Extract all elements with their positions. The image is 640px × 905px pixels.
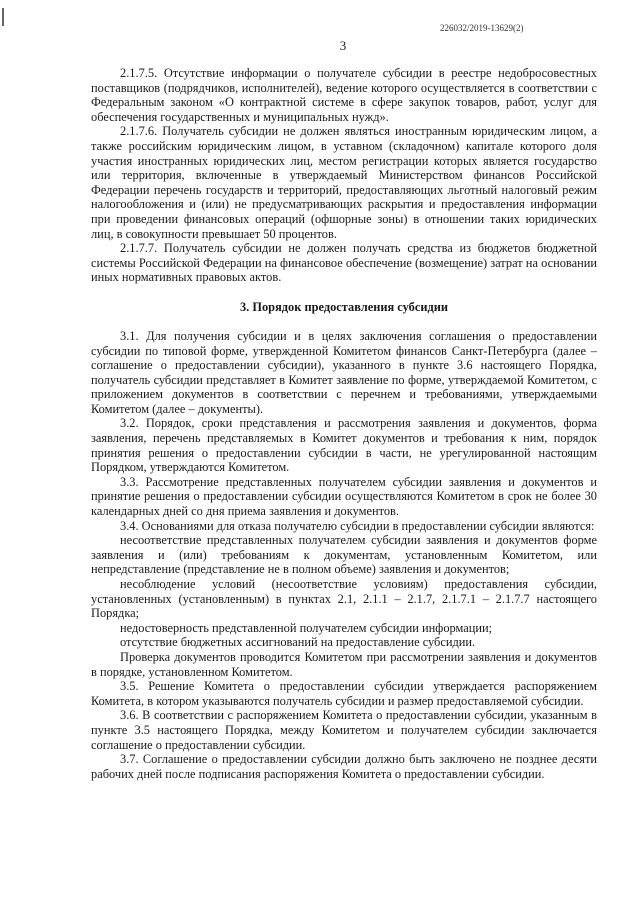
scan-edge-mark [2,8,4,26]
paragraph-3-2: 3.2. Порядок, сроки представления и рассмотрения заявления и документов, форма заявления, перечень представляемых в Комитет документов и требования к ним, порядок принятия решения о предоставлении субсидии в части, не урегулированной настоящим Порядком, утверждаются Комитетом. [91,416,597,475]
refusal-reason-item: несоблюдение условий (несоответствие условиям) предоставления субсидии, установленных (установленным) в пунктах 2.1, 2.1.1 – 2.1.7, 2.1.7.1 – 2.1.7.7 настоящего Порядка; [91,577,597,621]
document-body [91,66,597,781]
document-number: 226032/2019-13629(2) [440,23,524,33]
paragraph-3-5: 3.5. Решение Комитета о предоставлении субсидии утверждается распоряжением Комитета, в котором указываются получатель субсидии и размер предоставляемой субсидии. [91,679,597,708]
paragraph-3-4: 3.4. Основаниями для отказа получателю субсидии в предоставлении субсидии являются: [120,518,595,533]
refusal-reason-item: недостоверность представленной получателем субсидии информации; [120,620,493,635]
paragraph-3-7: 3.7. Соглашение о предоставлении субсидии должно быть заключено не позднее десяти рабочих дней после подписания распоряжения Комитета о предоставлении субсидии. [91,752,597,781]
paragraph-3-3: 3.3. Рассмотрение представленных получателем субсидии заявления и документов и принятие решения о предоставлении субсидии осуществляются Комитетом в срок не более 30 календарных дней со дня приема заявления и документов. [91,474,597,519]
refusal-reason-item: отсутствие бюджетных ассигнований на предоставление субсидии. [120,635,476,650]
refusal-reason-item: несоответствие представленных получателем субсидии заявления и документов форме заявления и (или) требованиям к документам, установленным Комитетом, или непредставление (представление не в полном объеме) заявления и документов; [91,533,597,577]
paragraph-2-1-7-5: 2.1.7.5. Отсутствие информации о получателе субсидии в реестре недобросовестных поставщиков (подрядчиков, исполнителей), ведение которого осуществляется в соответствии с Федеральным законом «О контрактной системе в сфере закупок товаров, работ, услуг для обеспечения государственных и муниципальных нужд». [91,66,597,124]
paragraph-2-1-7-6: 2.1.7.6. Получатель субсидии не должен являться иностранным юридическим лицом, а также российским юридическим лицом, в уставном (складочном) капитале которого доля участия иностранных юридических лиц, местом регистрации которых является государство или территория, включенные в утверждаемый Министерством финансов Российской Федерации перечень государств и территорий, предоставляющих льготный налоговый режим налогообложения и (или) не предусматривающих раскрытия и предоставления информации при проведении финансовых операций (офшорные зоны) в отношении таких юридических лиц, в совокупности превышает 50 процентов. [91,124,597,241]
paragraph-document-check: Проверка документов проводится Комитетом при рассмотрении заявления и документов в порядке, установленном Комитетом. [91,649,597,679]
paragraph-3-6: 3.6. В соответствии с распоряжением Комитета о предоставлении субсидии, указанным в пункте 3.5 настоящего Порядка, между Комитетом и получателем субсидии заключается соглашение о предоставлении субсидии. [91,708,597,752]
paragraph-3-1: 3.1. Для получения субсидии и в целях заключения соглашения о предоставлении субсидии по типовой форме, утвержденной Комитетом финансов Санкт-Петербурга (далее – соглашение о предоставлении субсидии), указанного в пункте 3.6 настоящего Порядка, получатель субсидии представляет в Комитет заявление по форме, утверждаемой Комитетом, с приложением документов в соответствии с перечнем и требованиями, утверждаемыми Комитетом (далее – документы). [91,328,597,416]
page-number: 3 [339,38,347,53]
paragraph-2-1-7-7: 2.1.7.7. Получатель субсидии не должен получать средства из бюджетов бюджетной системы Российской Федерации на финансовое обеспечение (возмещение) затрат на основании иных нормативных правовых актов. [91,241,597,285]
section-title: 3. Порядок предоставления субсидии [239,299,449,314]
